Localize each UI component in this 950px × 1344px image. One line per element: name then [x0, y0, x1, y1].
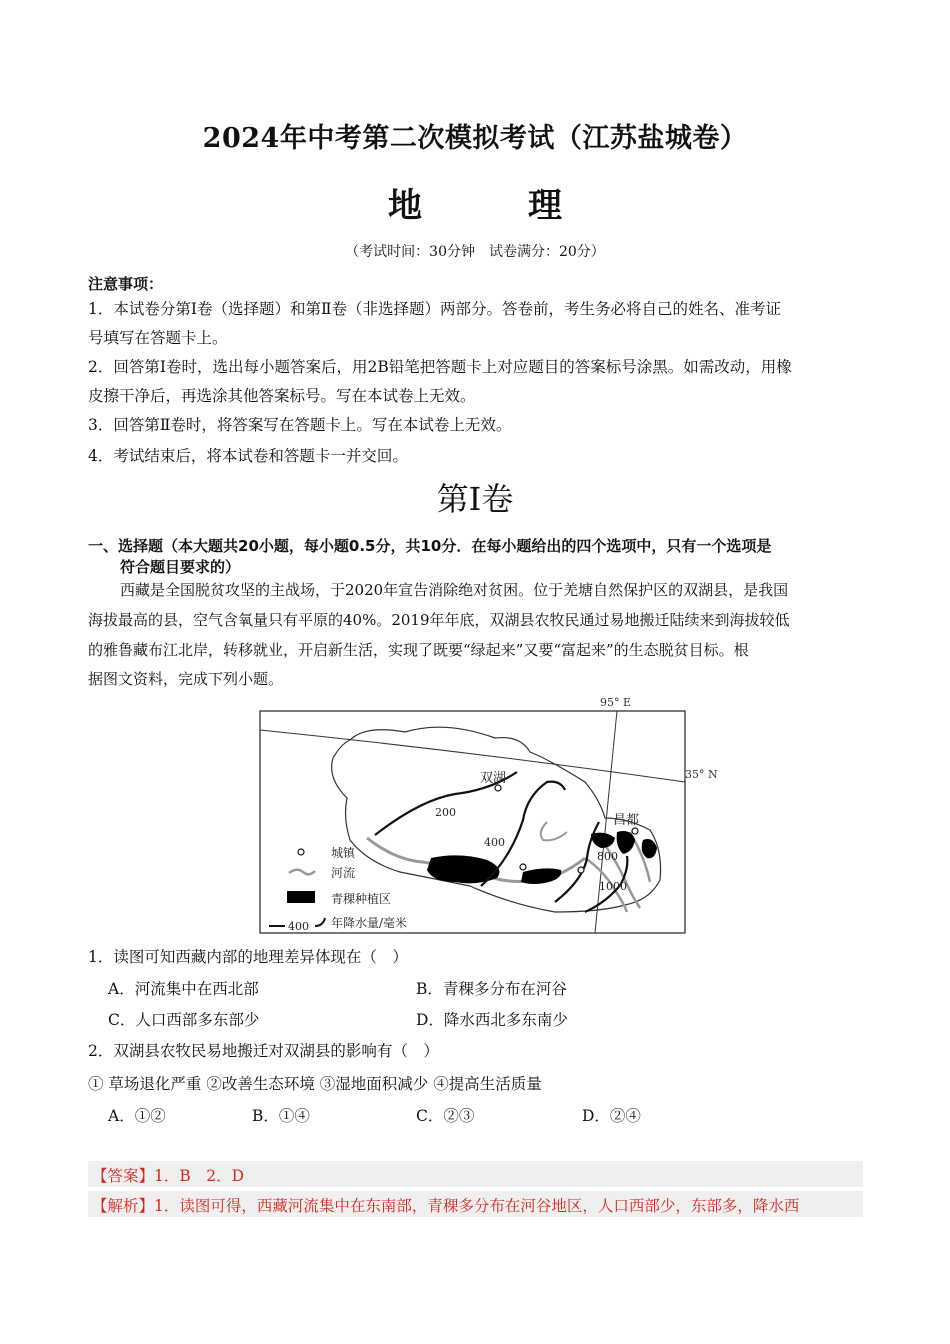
note-line: 号填写在答题卡上。: [88, 329, 228, 347]
question-1-stem: 1．读图可知西藏内部的地理差异体现在（ ）: [88, 948, 408, 966]
question-2-option-c: C．②③: [416, 1107, 475, 1125]
notes-heading: 注意事项：: [88, 275, 164, 293]
subject-text: 地 理: [388, 186, 598, 226]
town-shuanghu-label: 双湖: [480, 771, 507, 786]
question-2-option-a: A．①②: [108, 1107, 166, 1125]
question-2-option-d: D．②④: [582, 1107, 641, 1125]
legend-town-symbol: [298, 849, 304, 855]
note-line: 1．本试卷分第Ⅰ卷（选择题）和第Ⅱ卷（非选择题）两部分。答卷前，考生务必将自己的姓名、准考证: [88, 300, 782, 318]
question-2-option-b: B．①④: [252, 1107, 310, 1125]
legend-barley-symbol: [287, 891, 315, 903]
latitude-label: 35° N: [685, 768, 718, 781]
question-1-option-b: B．青稞多分布在河谷: [416, 980, 567, 998]
volume-title: 第Ⅰ卷: [436, 480, 514, 518]
passage-line: 海拔最高的县，空气含氧量只有平原的40%。2019年年底，双湖县农牧民通过易地搬迁陆续来到海拔较低: [88, 611, 790, 629]
town: [578, 867, 584, 873]
answer-text: 1．B 2．D: [154, 1167, 245, 1185]
legend-town-label: 城镇: [331, 846, 356, 860]
analysis-line: [92, 1194, 799, 1216]
note-line: 4．考试结束后，将本试卷和答题卡一并交回。: [88, 447, 408, 465]
isohyet-800-label: 800: [597, 850, 618, 863]
answer-line: [92, 1164, 244, 1186]
legend-barley-label: 青稞种植区: [331, 892, 392, 906]
question-1-option-c: C．人口西部多东部少: [108, 1011, 260, 1029]
town-changdu: [632, 828, 638, 834]
exam-time-info: （考试时间：30分钟 试卷满分：20分）: [345, 244, 605, 260]
section-heading: [88, 536, 868, 578]
passage-line: 的雅鲁藏布江北岸，转移就业，开启新生活，实现了既要“绿起来”又要“富起来”的生态脱贫目标。根: [88, 641, 749, 659]
question-2-stem: 2．双湖县农牧民易地搬迁对双湖县的影响有（ ）: [88, 1042, 439, 1060]
passage-line: 西藏是全国脱贫攻坚的主战场，于2020年宣告消除绝对贫困。位于羌塘自然保护区的双湖县，是我国: [120, 581, 789, 599]
longitude-label: 95° E: [600, 696, 632, 709]
answer-label: 【答案】: [92, 1167, 155, 1185]
town: [520, 864, 526, 870]
question-1-option-a: A．河流集中在西北部: [108, 980, 259, 998]
town-changdu-label: 昌都: [613, 813, 640, 828]
analysis-label: 【解析】: [92, 1197, 155, 1215]
section-heading-line2: 符合题目要求的）: [120, 558, 241, 576]
analysis-text: 1．读图可得，西藏河流集中在东南部，青稞多分布在河谷地区，人口西部少，东部多，降水西: [154, 1197, 800, 1215]
note-line: 2．回答第Ⅰ卷时，选出每小题答案后，用2B铅笔把答题卡上对应题目的答案标号涂黑。如需改动，用橡: [88, 358, 792, 376]
question-2-items: ① 草场退化严重 ②改善生态环境 ③湿地面积减少 ④提高生活质量: [88, 1075, 542, 1093]
legend-precip-label: 年降水量/毫米: [331, 916, 408, 930]
legend-precip-value: 400: [288, 920, 309, 933]
isohyet-400-label: 400: [484, 836, 505, 849]
passage-line: 据图文资料，完成下列小题。: [88, 670, 284, 688]
question-1-option-d: D．降水西北多东南少: [416, 1011, 568, 1029]
note-line: 皮擦干净后，再选涂其他答案标号。写在本试卷上无效。: [88, 387, 476, 405]
note-line: 3．回答第Ⅱ卷时，将答案写在答题卡上。写在本试卷上无效。: [88, 416, 512, 434]
exam-title: 2024年中考第二次模拟考试（江苏盐城卷）: [202, 123, 748, 154]
isohyet-1000-label: 1000: [599, 880, 627, 893]
section-heading-line1: 一、选择题（本大题共20小题，每小题0.5分，共10分．在每小题给出的四个选项中，只有一个选项是: [88, 537, 772, 555]
legend-river-label: 河流: [331, 866, 356, 880]
subject-title: [0, 178, 950, 227]
tibet-map: [255, 690, 735, 935]
isohyet-200-label: 200: [435, 806, 456, 819]
